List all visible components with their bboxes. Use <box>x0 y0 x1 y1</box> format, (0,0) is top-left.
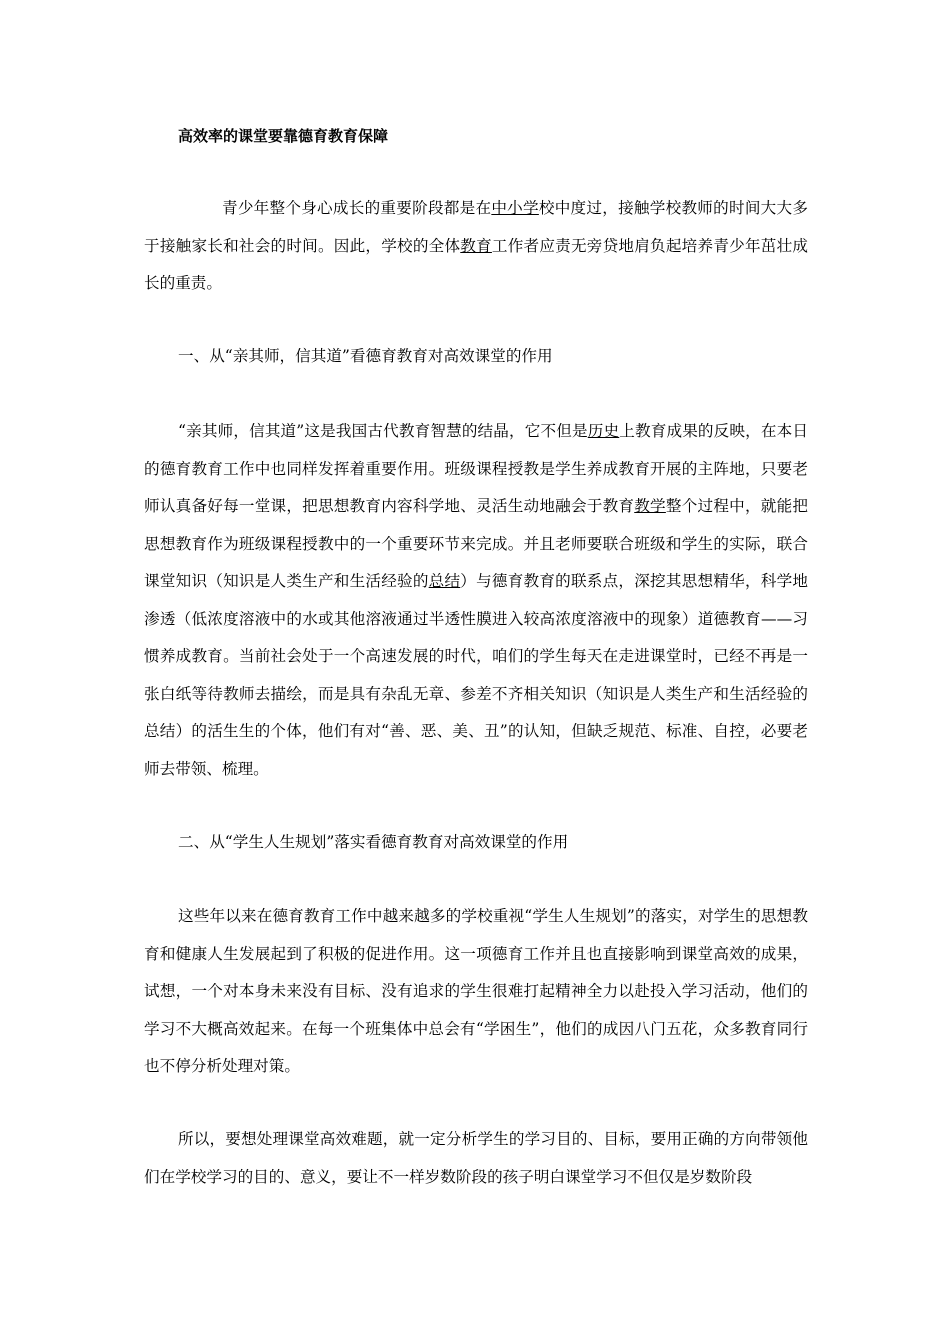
section-heading-2: 二、从“学生人生规划”落实看德育教育对高效课堂的作用 <box>178 833 569 851</box>
intro-text-3: 工作者应责无旁贷地肩负起培养青少年茁壮成长的重责。 <box>144 236 808 292</box>
para1-text-1: “亲其师，信其道”这是我国古代教育智慧的结晶，它不但是 <box>178 422 588 440</box>
intro-paragraph <box>144 190 808 303</box>
para1-text-3: 整个过程中，就能把思想教育作为班级课程授教中的一个重要环节来完成。并且老师要联合班级和学生的实际，联合课堂知识（知识是人类生产和生活经验的 <box>144 497 808 590</box>
link-lishi[interactable]: 历史 <box>587 422 620 440</box>
para1-text-2: 上教育成果的反映，在本日的德育教育工作中也同样发挥着重要作用。班级课程授教是学生养成教育开展的主阵地，只要老师认真备好每一堂课，把思想教育内容科学地、灵活生动地融会于教育 <box>144 422 808 515</box>
intro-text-2: 校中度过，接触学校教师的时间大大多于接触家长和社会的时间。因此，学校的全体 <box>144 199 808 255</box>
link-zhongxiaoxue[interactable]: 中小学 <box>491 199 539 217</box>
section-paragraph-1 <box>144 413 808 788</box>
document-title: 高效率的课堂要靠德育教育保障 <box>178 127 389 145</box>
section-paragraph-3: 所以，要想处理课堂高效难题，就一定分析学生的学习目的、目标，要用正确的方向带领他们在学校学习的目的、意义，要让不一样岁数阶段的孩子明白课堂学习不但仅是岁数阶段 <box>144 1130 808 1186</box>
section-heading-1: 一、从“亲其师，信其道”看德育教育对高效课堂的作用 <box>178 347 553 365</box>
link-zongjie[interactable]: 总结 <box>428 572 461 590</box>
link-jiaoyu[interactable]: 教育 <box>460 236 492 255</box>
section-paragraph-2: 这些年以来在德育教育工作中越来越多的学校重视“学生人生规划”的落实，对学生的思想教育和健康人生发展起到了积极的促进作用。这一项德育工作并且也直接影响到课堂高效的成果，试想，一个对本身未来没有目标、没有追求的学生很难打起精神全力以赴投入学习活动，他们的学习不大概高效起来。在每一个班集体中总会有“学困生”，他们的成因八门五花，众多教育同行也不停分析处理对策。 <box>144 907 808 1075</box>
para1-text-4: ）与德育教育的联系点，深挖其思想精华，科学地渗透（低浓度溶液中的水或其他溶液通过半透性膜进入较高浓度溶液中的现象）道德教育——习惯养成教育。当前社会处于一个高速发展的时代，咱们的学生每天在走进课堂时，已经不再是一张白纸等待教师去描绘，而是具有杂乱无章、参差不齐相关知识（知识是人类生产和生活经验的总结）的活生生的个体，他们有对“善、恶、美、丑”的认知，但缺乏规范、标准、自控，必要老师去带领、梳理。 <box>144 572 808 778</box>
intro-text-1: 青少年整个身心成长的重要阶段都是在 <box>222 199 492 217</box>
link-jiaoxue[interactable]: 教学 <box>634 497 666 515</box>
